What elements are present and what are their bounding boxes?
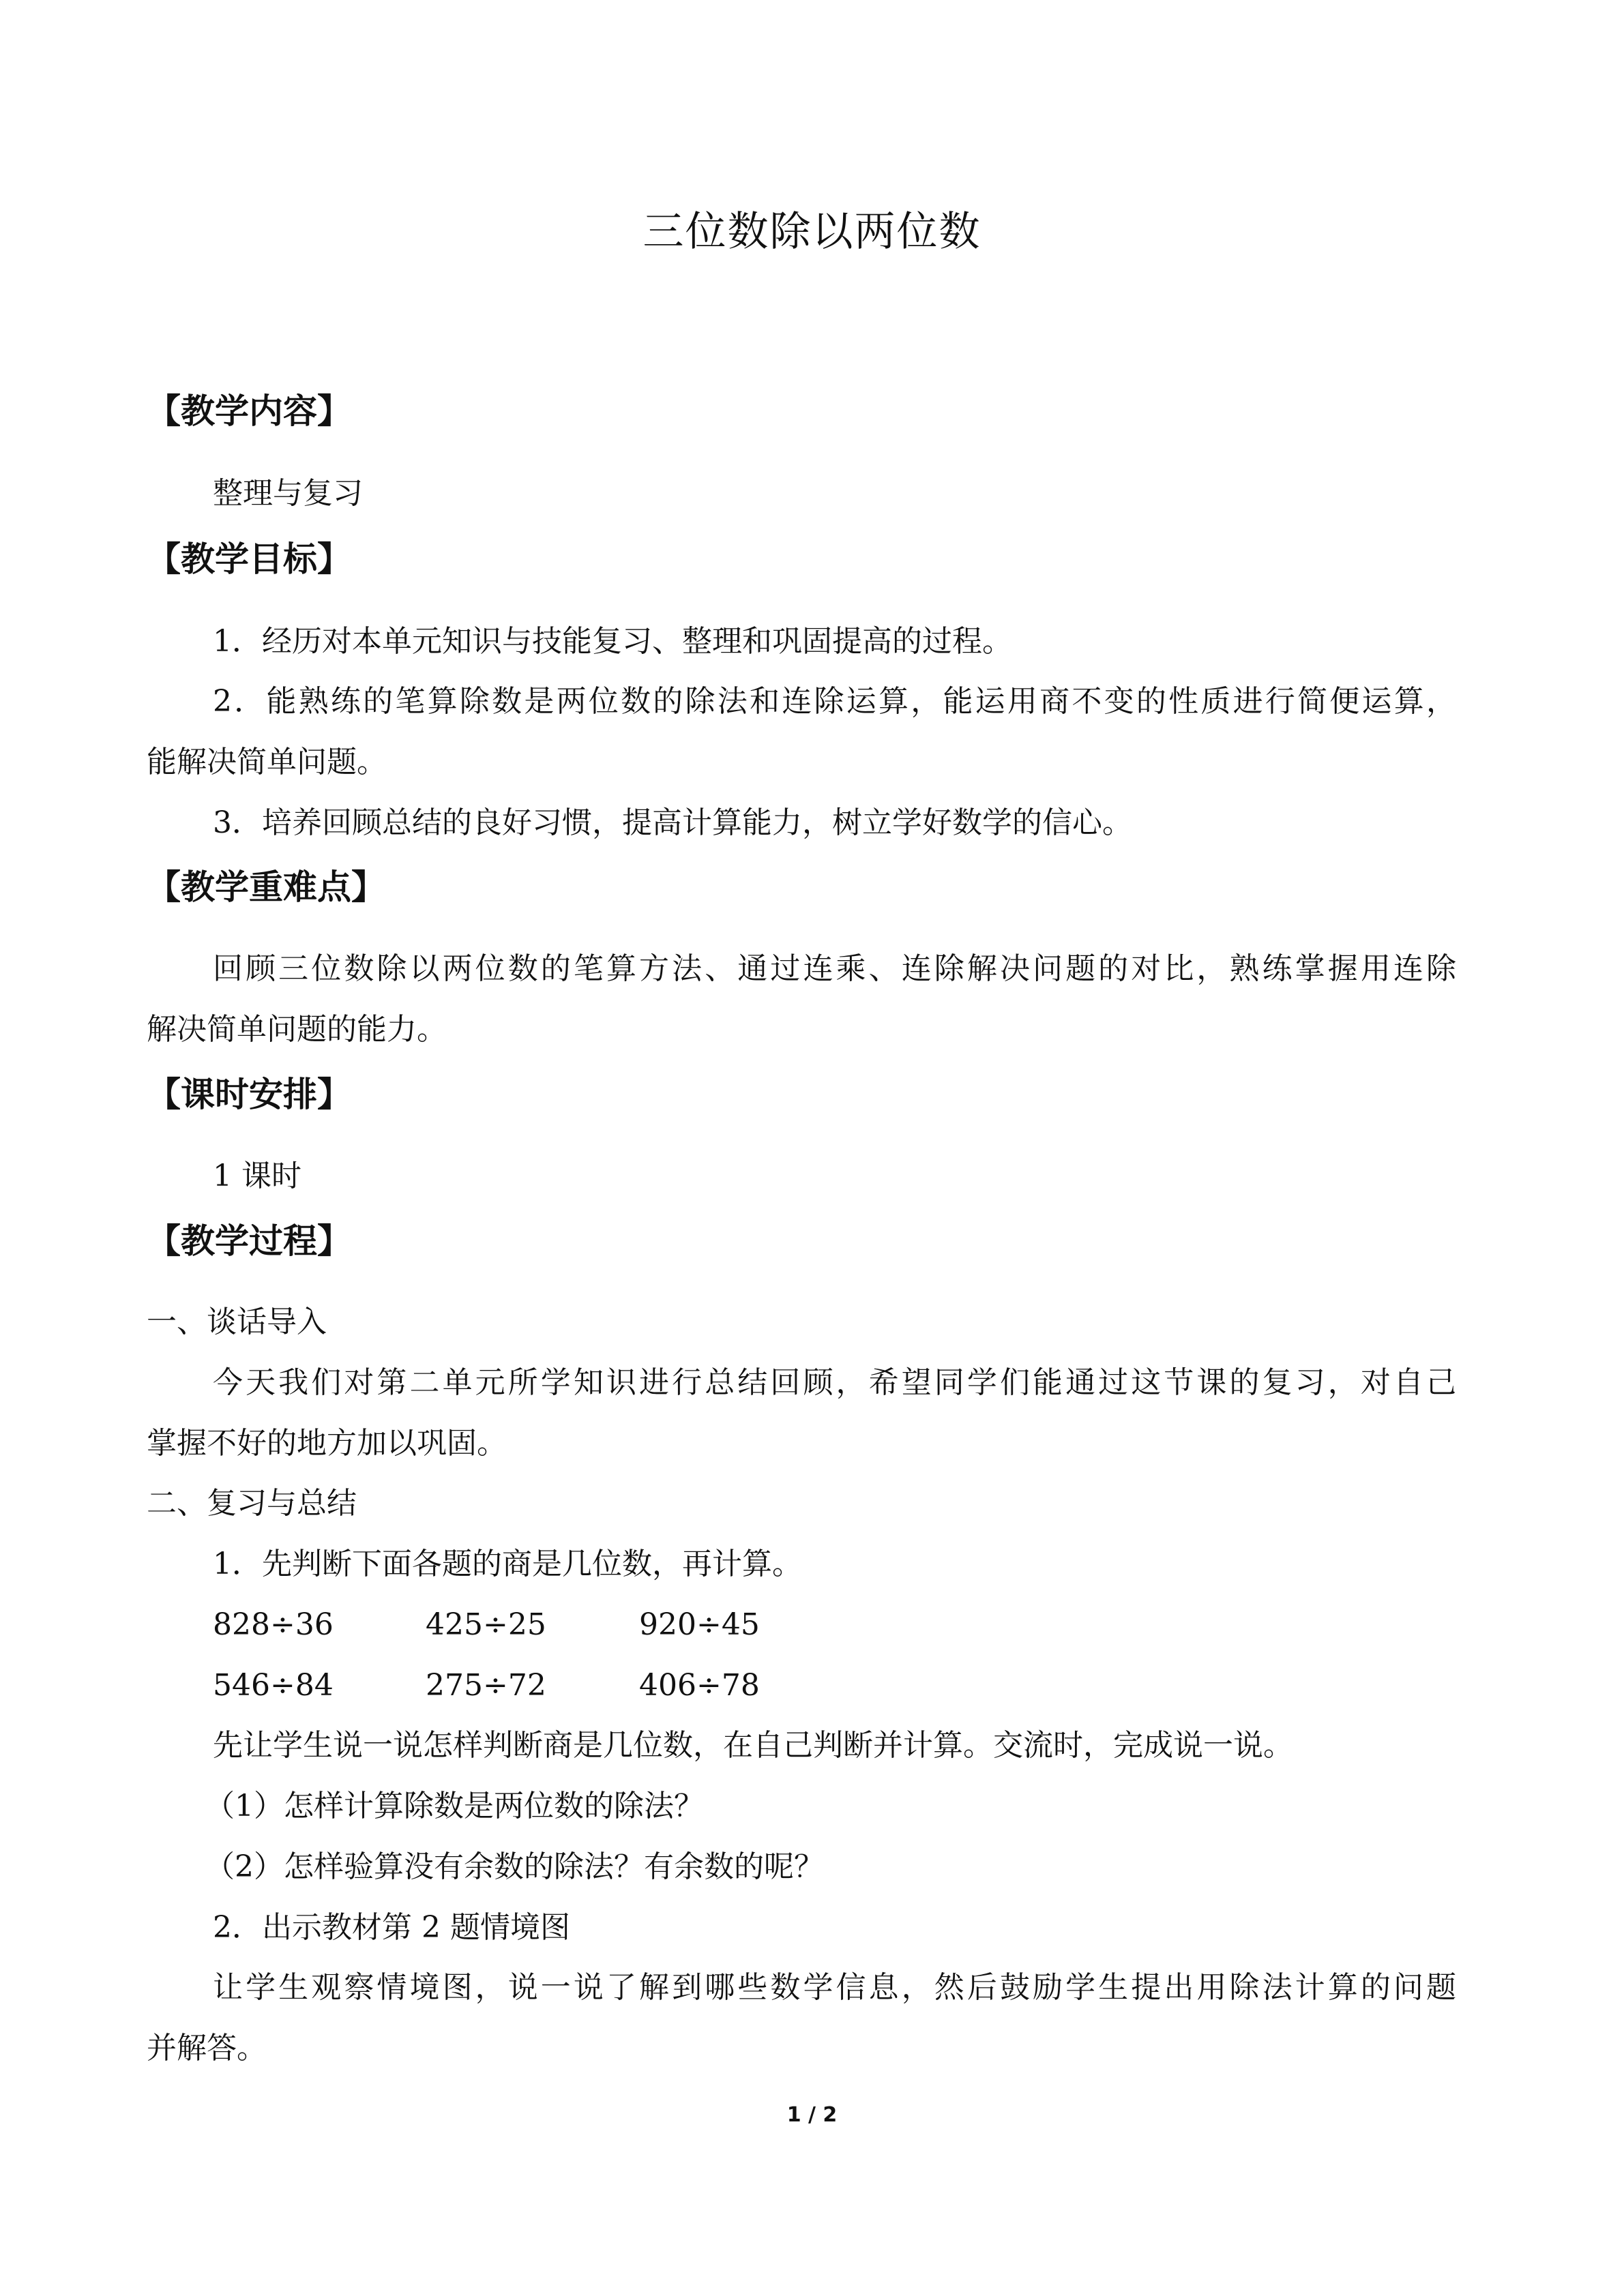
calc-expression: 425÷25 — [426, 1607, 546, 1642]
question-1-note: 先让学生说一说怎样判断商是几位数，在自己判断并计算。交流时，完成说一说。 — [213, 1728, 1293, 1763]
section-heading-content: 【教学内容】 — [147, 391, 351, 431]
question-2-line-1: 让学生观察情境图，说一说了解到哪些数学信息，然后鼓励学生提出用除法计算的问题 — [213, 1970, 1456, 2005]
process-part-2-title: 二、复习与总结 — [147, 1486, 357, 1521]
question-1-sub-2: （2）怎样验算没有余数的除法？有余数的呢？ — [205, 1849, 824, 1884]
page-number: 1 / 2 — [786, 2103, 838, 2127]
content-text: 整理与复习 — [213, 476, 363, 511]
section-heading-schedule: 【课时安排】 — [147, 1075, 351, 1114]
question-2: 2．出示教材第 2 题情境图 — [213, 1910, 570, 1945]
key-points-line-2: 解决简单问题的能力。 — [147, 1012, 447, 1047]
goal-item-2-line-1: 2．能熟练的笔算除数是两位数的除法和连除运算，能运用商不变的性质进行简便运算， — [213, 684, 1456, 719]
section-heading-process: 【教学过程】 — [147, 1221, 351, 1261]
process-part-1-title: 一、谈话导入 — [147, 1304, 327, 1339]
question-1-sub-1: （1）怎样计算除数是两位数的除法？ — [205, 1789, 704, 1823]
goal-item-1: 1．经历对本单元知识与技能复习、整理和巩固提高的过程。 — [213, 624, 1012, 659]
process-part-1-line-1: 今天我们对第二单元所学知识进行总结回顾，希望同学们能通过这节课的复习，对自己 — [213, 1365, 1456, 1400]
question-1: 1．先判断下面各题的商是几位数，再计算。 — [213, 1547, 802, 1581]
calc-expression: 546÷84 — [213, 1668, 334, 1703]
section-heading-goals: 【教学目标】 — [147, 539, 351, 579]
calc-expression: 406÷78 — [639, 1668, 760, 1703]
question-2-line-2: 并解答。 — [147, 2031, 267, 2066]
calc-expression: 920÷45 — [639, 1607, 760, 1642]
calc-expression: 275÷72 — [426, 1668, 546, 1703]
page-title: 三位数除以两位数 — [643, 208, 981, 256]
schedule-text: 1 课时 — [213, 1159, 301, 1193]
section-heading-key-points: 【教学重难点】 — [147, 867, 385, 907]
goal-item-2-line-2: 能解决简单问题。 — [147, 745, 387, 779]
goal-item-3: 3．培养回顾总结的良好习惯，提高计算能力，树立学好数学的信心。 — [213, 805, 1132, 840]
key-points-line-1: 回顾三位数除以两位数的笔算方法、通过连乘、连除解决问题的对比，熟练掌握用连除 — [213, 951, 1456, 986]
process-part-1-line-2: 掌握不好的地方加以巩固。 — [147, 1426, 507, 1461]
calc-expression: 828÷36 — [213, 1607, 334, 1642]
